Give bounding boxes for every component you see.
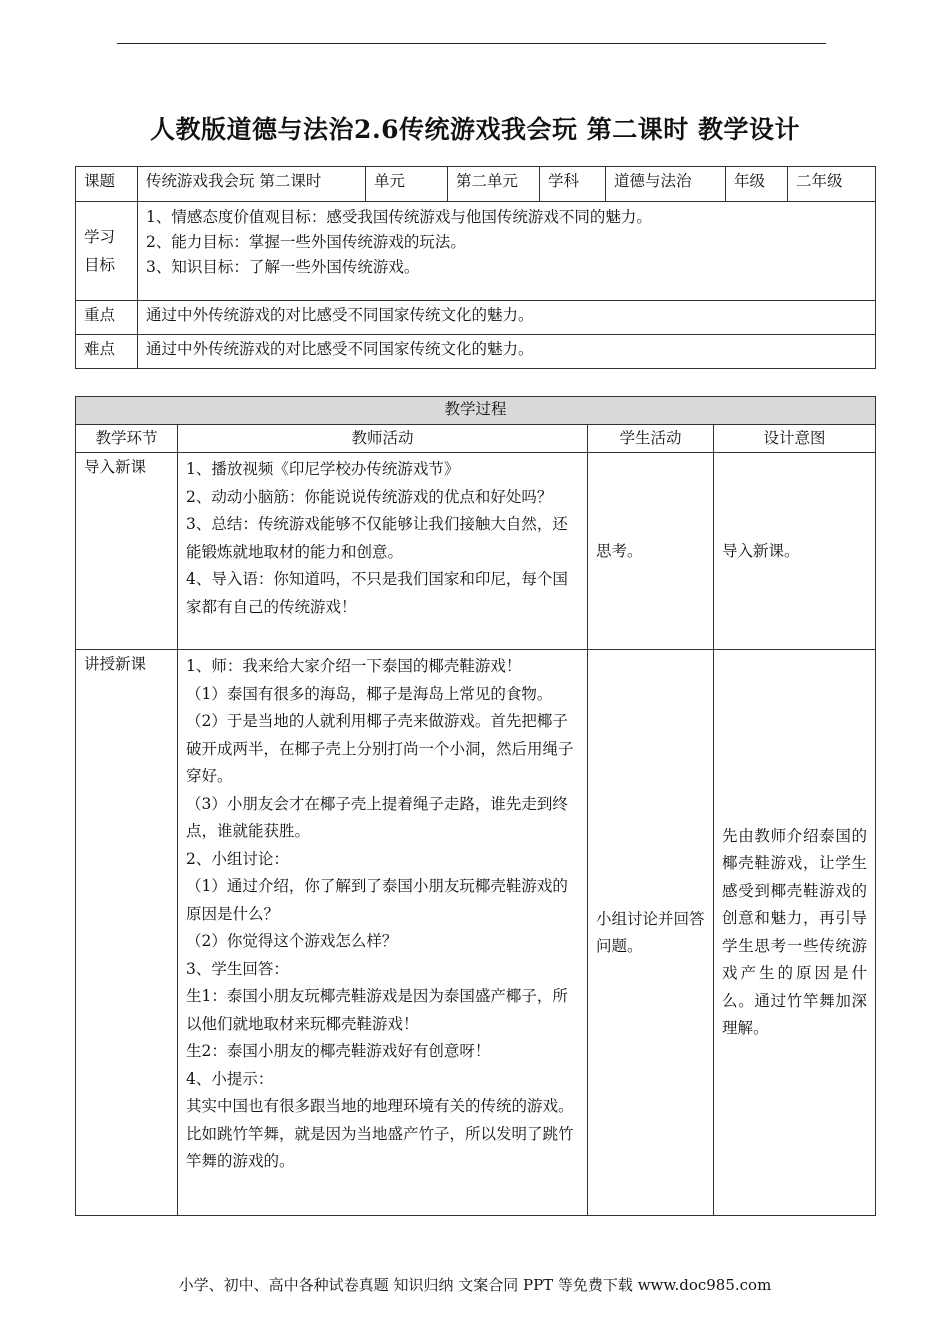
goals-label: [76, 202, 138, 301]
teacher-step: 其实中国也有很多跟当地的地理环境有关的传统的游戏。比如跳竹竿舞，就是因为当地盛产竹子，所以发明了跳竹竿舞的游戏的。: [186, 1097, 574, 1170]
header-student: 学生活动: [588, 425, 714, 453]
lesson-label: 课题: [76, 167, 138, 202]
teacher-step: 3、学生回答：: [186, 959, 289, 978]
design-intent-cell: 先由教师介绍泰国的椰壳鞋游戏，让学生感受到椰壳鞋游戏的创意和魅力，再引导学生思考一些传统游戏产生的原因是什么。通过竹竿舞加深理解。: [714, 650, 876, 1216]
grade-value: 二年级: [788, 167, 876, 202]
unit-value: 第二单元: [448, 167, 540, 202]
goal-item: 1、情感态度价值观目标：感受我国传统游戏与他国传统游戏不同的魅力。: [146, 208, 652, 226]
key-point-label: 重点: [76, 301, 138, 335]
process-title: 教学过程: [76, 397, 876, 425]
teacher-step: 生2：泰国小朋友的椰壳鞋游戏好有创意呀！: [186, 1042, 491, 1060]
student-activity-cell: 思考。: [588, 453, 714, 650]
document-title: 人教版道德与法治2.6传统游戏我会玩 第二课时 教学设计: [150, 115, 800, 144]
teacher-step: 4、小提示：: [186, 1069, 274, 1088]
teacher-step: 2、小组讨论：: [186, 849, 289, 868]
stage-cell: 导入新课: [76, 453, 178, 650]
page-footer: 小学、初中、高中各种试卷真题 知识归纳 文案合同 PPT 等免费下载 www.doc985.com: [178, 1276, 772, 1294]
teacher-step: （1）泰国有很多的海岛，椰子是海岛上常见的食物。: [186, 684, 553, 703]
teacher-step: （1）通过介绍，你了解到了泰国小朋友玩椰壳鞋游戏的原因是什么？: [186, 877, 568, 923]
teacher-step: 1、播放视频《印尼学校办传统游戏节》: [186, 460, 460, 478]
teacher-step: 1、师：我来给大家介绍一下泰国的椰壳鞋游戏！: [186, 657, 522, 675]
difficulty-value: 通过中外传统游戏的对比感受不同国家传统文化的魅力。: [138, 335, 876, 369]
teacher-step: 4、导入语：你知道吗，不只是我们国家和印尼，每个国家都有自己的传统游戏！: [186, 570, 568, 616]
goals-label-line-1: 学习: [84, 228, 116, 246]
lesson-info-table: [75, 166, 876, 369]
unit-label: 单元: [366, 167, 448, 202]
teacher-step: （2）于是当地的人就利用椰子壳来做游戏。首先把椰子破开成两半，在椰子壳上分别打尚一个小洞，然后用绳子穿好。: [186, 712, 574, 785]
teacher-step: 3、总结：传统游戏能够不仅能够让我们接触大自然，还能锻炼就地取材的能力和创意。: [186, 515, 568, 561]
header-rule: [117, 43, 826, 44]
subject-label: 学科: [540, 167, 606, 202]
table-row: [76, 453, 876, 650]
grade-label: 年级: [726, 167, 788, 202]
key-point-value: 通过中外传统游戏的对比感受不同国家传统文化的魅力。: [138, 301, 876, 335]
header-teacher: 教师活动: [178, 425, 588, 453]
teacher-step: （2）你觉得这个游戏怎么样？: [186, 932, 398, 950]
header-design: 设计意图: [714, 425, 876, 453]
table-row: [76, 650, 876, 1216]
stage-cell: 讲授新课: [76, 650, 178, 1216]
teacher-step: 生1：泰国小朋友玩椰壳鞋游戏是因为泰国盛产椰子，所以他们就地取材来玩椰壳鞋游戏！: [186, 987, 568, 1033]
teaching-process-table: [75, 396, 876, 1216]
goal-item: 3、知识目标：了解一些外国传统游戏。: [146, 258, 420, 276]
teacher-step: （3）小朋友会才在椰子壳上提着绳子走路，谁先走到终点，谁就能获胜。: [186, 794, 568, 840]
goal-item: 2、能力目标：掌握一些外国传统游戏的玩法。: [146, 233, 466, 251]
goals-label-line-2: 目标: [84, 256, 116, 274]
design-intent-cell: 导入新课。: [714, 453, 876, 650]
header-stage: 教学环节: [76, 425, 178, 453]
teacher-activity-cell: [178, 453, 588, 650]
difficulty-label: 难点: [76, 335, 138, 369]
subject-value: 道德与法治: [606, 167, 726, 202]
goals-content: [138, 202, 876, 301]
teacher-activity-cell: [178, 650, 588, 1216]
lesson-value: 传统游戏我会玩 第二课时: [138, 167, 366, 202]
student-activity-cell: 小组讨论并回答问题。: [588, 650, 714, 1216]
teacher-step: 2、动动小脑筋：你能说说传统游戏的优点和好处吗？: [186, 487, 553, 506]
